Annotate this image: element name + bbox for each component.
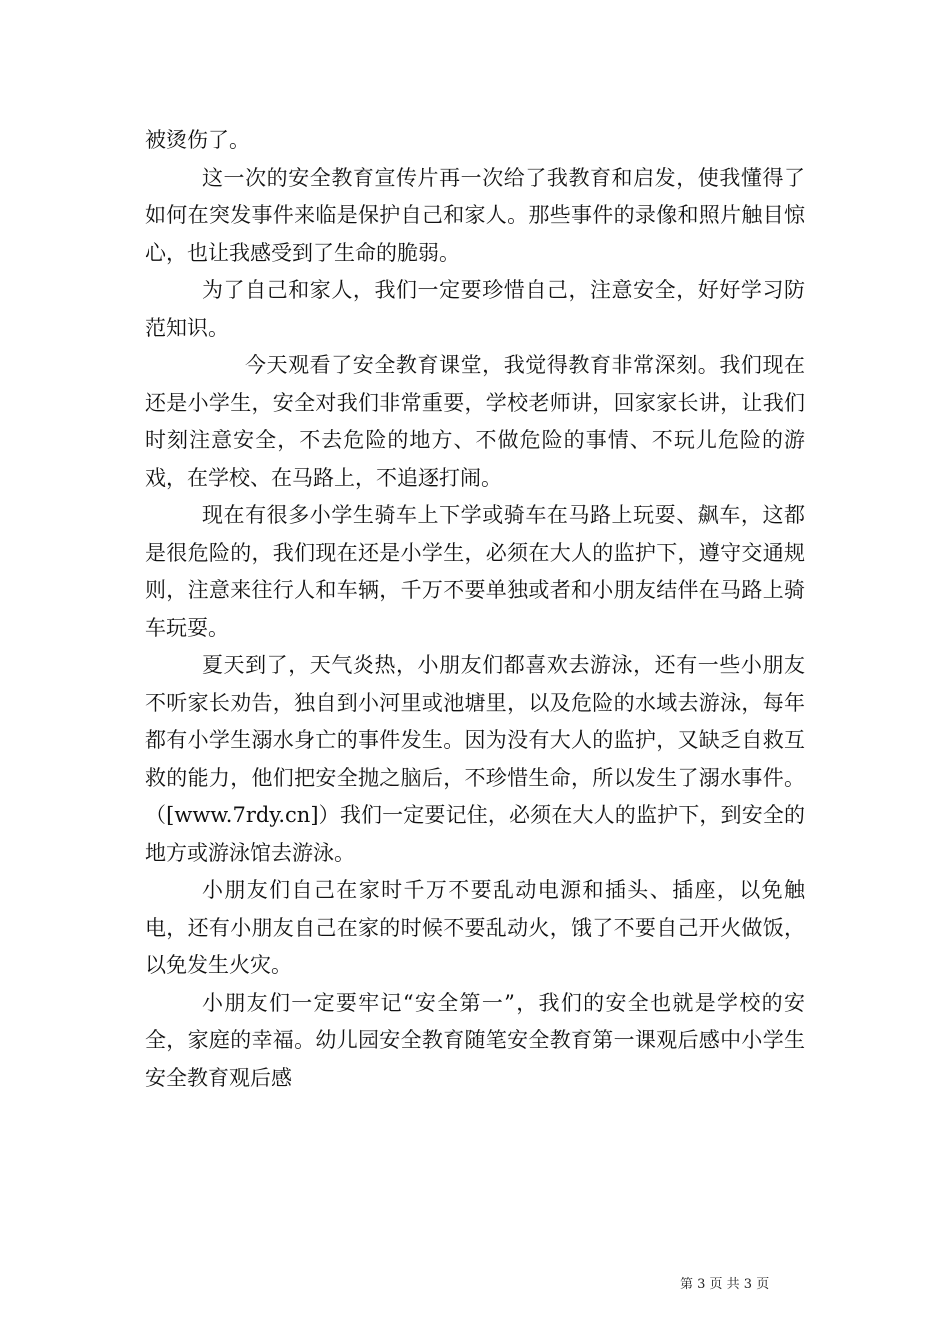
- paragraph-swimming-safety: 夏天到了，天气炎热，小朋友们都喜欢去游泳，还有一些小朋友不听家长劝告，独自到小河里或池塘里，以及危险的水域去游泳，每年都有小学生溺水身亡的事件发生。因为没有大人的监护，又缺乏自救互救的能力，他们把安全抛之脑后，不珍惜生命，所以发生了溺水事件。（[www.7rdy.cn]）我们一定要记住，必须在大人的监护下，到安全的地方或游泳馆去游泳。: [145, 653, 805, 865]
- paragraph-conclusion: 小朋友们一定要牢记“安全第一”，我们的安全也就是学校的安全，家庭的幸福。幼儿园安全教育随笔安全教育第一课观后感中小学生安全教育观后感: [145, 990, 805, 1090]
- paragraph-cycling-safety: 现在有很多小学生骑车上下学或骑车在马路上玩耍、飙车，这都是很危险的，我们现在还是小学生，必须在大人的监护下，遵守交通规则，注意来往行人和车辆，千万不要单独或者和小朋友结伴在马路上骑车玩耍。: [145, 503, 805, 640]
- paragraph-safety-film: 这一次的安全教育宣传片再一次给了我教育和启发，使我懂得了如何在突发事件来临是保护自己和家人。那些事件的录像和照片触目惊心，也让我感受到了生命的脆弱。: [145, 165, 805, 265]
- paragraph-continuation: 被烫伤了。: [145, 128, 250, 152]
- paragraph-protect-family: 为了自己和家人，我们一定要珍惜自己，注意安全，好好学习防范知识。: [145, 278, 805, 340]
- document-body: [145, 122, 805, 1097]
- paragraph-home-safety: 小朋友们自己在家时千万不要乱动电源和插头、插座，以免触电，还有小朋友自己在家的时候不要乱动火，饿了不要自己开火做饭，以免发生火灾。: [145, 878, 805, 977]
- paragraph-safety-class: 今天观看了安全教育课堂，我觉得教育非常深刻。我们现在还是小学生，安全对我们非常重要，学校老师讲，回家家长讲，让我们时刻注意安全，不去危险的地方、不做危险的事情、不玩儿危险的游戏，在学校、在马路上，不追逐打闹。: [145, 353, 805, 490]
- page-number-footer: 第 3 页 共 3 页: [680, 1277, 770, 1292]
